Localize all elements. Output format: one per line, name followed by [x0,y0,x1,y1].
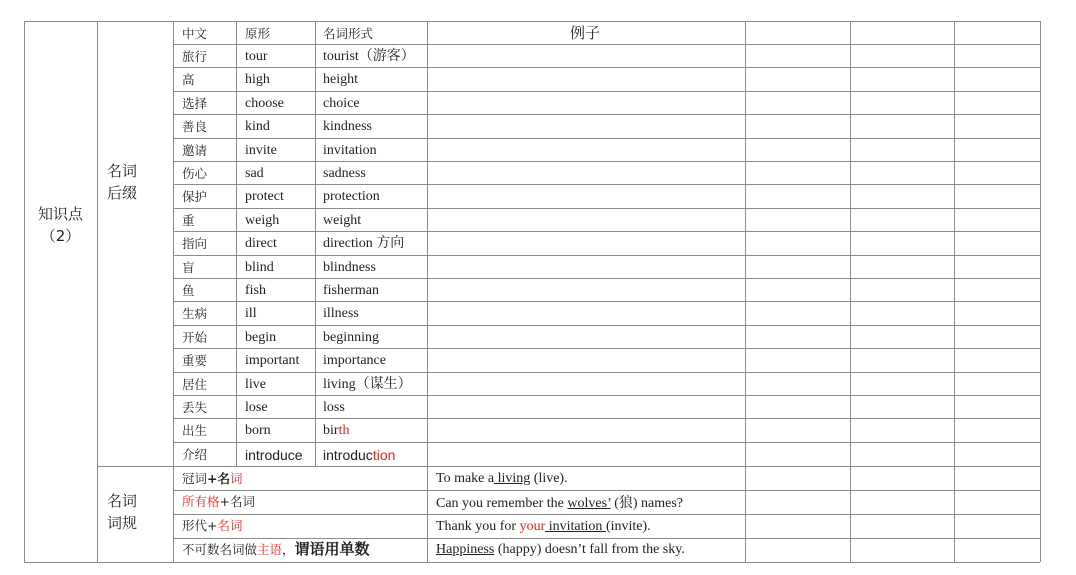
example-1-a: To make a [436,471,495,486]
rule-3-a: 形代 [182,518,208,533]
row-line [173,348,1040,349]
vocab-chinese-cell: 高 [182,72,195,88]
example-3-a: Thank you for [436,519,520,534]
example-1 [436,471,568,487]
vocab-chinese-cell: 盲 [182,259,195,275]
rule-2-b: +名词 [219,494,255,509]
vocab-chinese-cell: 保护 [182,189,208,205]
vocab-chinese-cell: 鱼 [182,283,195,298]
table-border-left [24,21,25,562]
row-line [173,114,1040,115]
example-3-d: (invite). [605,519,651,534]
vocab-base-cell: tour [245,49,268,64]
vocab-noun-cell: living（谋生） [323,376,412,392]
vocab-chinese-cell: 伤心 [182,166,208,181]
header-base: 原形 [245,26,271,41]
vocab-base-cell: important [245,353,300,369]
vocab-base-cell: invite [245,142,277,158]
vocab-noun-cell: height [323,72,358,88]
rule-4-c: ， [282,542,295,557]
vocab-base-cell: introduce [245,446,303,463]
example-2-a: Can you remember the [436,496,568,511]
example-2-b: wolves’ [567,496,611,511]
vocab-chinese-cell: 居住 [182,376,208,392]
vocab-chinese-cell: 生病 [182,306,208,322]
section-label-line1: 知识点 [37,205,83,223]
row-line [173,442,1040,443]
vocab-base-cell: sad [245,166,264,181]
vocab-noun-plain: bir [323,423,339,439]
row-line [173,184,1040,185]
col-line-suffix [97,21,98,562]
row-line [173,161,1040,162]
vocab-noun-cell: weight [323,212,362,228]
vocab-noun-cell: importance [323,353,386,369]
vocab-noun-cell [323,447,395,463]
vocab-base-cell: lose [245,400,268,415]
vocab-chinese-cell: 开始 [182,329,208,345]
col-line-extra3 [954,21,955,562]
vocab-chinese-cell: 指向 [182,236,208,252]
vocab-base-cell: ill [245,306,257,322]
section-label [24,203,97,247]
row-line [173,418,1040,419]
vocab-noun-plain: introduc [323,446,373,463]
vocab-noun-suffix: th [338,423,350,439]
row-line [173,138,1040,139]
vocab-chinese-cell: 丢失 [182,400,208,415]
vocab-noun-cell: invitation [323,142,377,158]
rules-label-line1: 名词 [107,492,138,510]
col-line-extra1 [745,21,746,562]
example-1-c: (live). [530,471,568,486]
suffix-label-line2: 后缀 [107,184,138,202]
example-1-b: living [494,471,531,486]
vocab-base-cell: weigh [245,212,280,228]
rule-4-b: 主语 [257,542,283,557]
vocab-base-cell: live [245,376,266,392]
table-border-top [24,21,1040,22]
vocab-base-cell: fish [245,283,266,298]
vocab-noun-cell: kindness [323,119,372,135]
suffix-label-line1: 名词 [107,162,138,180]
vocab-chinese-cell: 出生 [182,423,208,439]
row-line [173,325,1040,326]
vocab-noun-suffix: tion [372,446,396,463]
rule-3 [182,518,243,534]
row-line [173,208,1040,209]
vocab-chinese-cell: 重 [182,212,195,228]
vocab-base-cell: kind [245,119,270,135]
vocab-noun-cell: fisherman [323,283,379,298]
col-line-example [427,21,428,562]
row-line [173,231,1040,232]
vocab-noun-cell: tourist（游客） [323,49,415,64]
rule-3-c: 名词 [217,518,243,533]
rule-1 [182,471,243,487]
row-line-vocab-end [97,466,1040,467]
vocab-noun-cell [323,423,349,439]
section-label-line2: （2） [40,227,81,245]
vocab-noun-cell: blindness [323,259,376,275]
vocab-chinese-cell: 介绍 [182,446,208,462]
row-line-rule [173,490,1040,491]
vocab-noun-cell: illness [323,306,359,322]
col-line-extra2 [850,21,851,562]
vocab-noun-cell: direction 方向 [323,236,405,252]
row-line [173,67,1040,68]
rule-3-b: + [207,518,218,533]
vocab-chinese-cell: 旅行 [182,49,208,64]
vocab-base-cell: protect [245,189,284,205]
example-3 [436,519,651,535]
vocab-noun-cell: protection [323,189,380,205]
vocab-base-cell: direct [245,236,277,252]
row-line-rule [173,538,1040,539]
rule-1-c: 词 [230,471,243,486]
vocab-base-cell: born [245,423,271,439]
col-line-chinese [173,21,174,562]
row-line [173,372,1040,373]
vocab-base-cell: choose [245,95,284,111]
header-example: 例子 [570,24,601,42]
rules-label-line2: 词规 [107,514,138,532]
example-4-a: Happiness [436,542,495,557]
table-border-bottom [24,562,1040,563]
rule-1-b: +名 [207,471,230,486]
row-line-header [173,44,1040,45]
row-line [173,278,1040,279]
rule-1-a: 冠词 [182,471,208,486]
vocab-chinese-cell: 邀请 [182,142,208,158]
row-line [173,91,1040,92]
table-border-right [1040,21,1041,562]
vocab-base-cell: blind [245,259,274,275]
row-line [173,301,1040,302]
header-chinese: 中文 [182,26,208,41]
rule-2-a: 所有格 [182,494,220,509]
example-4 [436,542,685,558]
vocab-noun-cell: choice [323,95,360,111]
vocab-noun-cell: sadness [323,166,366,181]
vocab-chinese-cell: 选择 [182,95,208,111]
rule-4-a: 不可数名词做 [182,542,258,557]
rule-2 [182,494,255,510]
row-line [173,255,1040,256]
example-3-b: your [519,519,546,534]
rule-4-d: 谓语用单数 [294,540,370,558]
suffix-label [97,160,173,204]
vocab-chinese-cell: 善良 [182,119,208,135]
rule-4 [182,541,370,558]
col-line-base [236,21,237,466]
vocab-noun-cell: loss [323,400,345,415]
row-line [173,395,1040,396]
col-line-noun [315,21,316,466]
vocab-noun-cell: beginning [323,329,379,345]
vocab-chinese-cell: 重要 [182,353,208,369]
row-line-rule [173,514,1040,515]
rules-label [97,490,173,534]
vocab-base-cell: begin [245,329,277,345]
example-2-c: (狼) names? [610,496,684,511]
example-3-c: invitation [545,519,606,534]
header-noun: 名词形式 [323,26,374,41]
example-4-b: (happy) doesn’t fall from the sky. [494,542,685,557]
example-2 [436,496,683,512]
vocab-base-cell: high [245,72,270,88]
